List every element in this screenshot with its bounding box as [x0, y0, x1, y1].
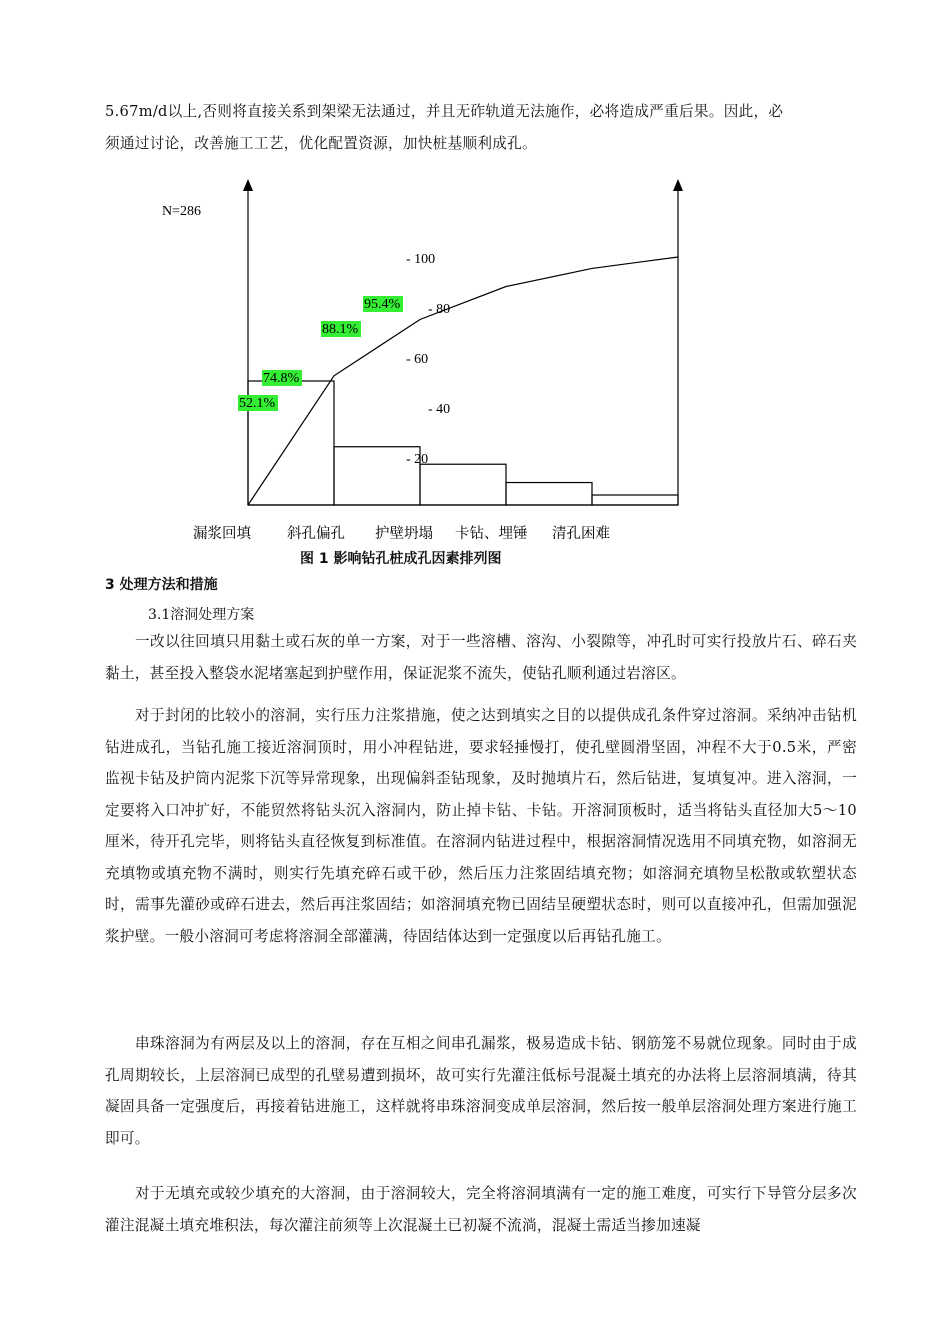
percent-label-4: 95.4% [364, 297, 401, 312]
percent-label-1: 52.1% [239, 396, 276, 411]
paragraph-2: 对于封闭的比较小的溶洞，实行压力注浆措施，使之达到填实之目的以提供成孔条件穿过溶洞。采纳冲击钻机钻进成孔，当钻孔施工接近溶洞顶时，用小冲程钻进，要求轻捶慢打，使孔壁圆滑坚固，冲程不大于0.5米，严密监视卡钻及护筒内泥浆下沉等异常现象，出现偏斜歪钻现象，及时抛填片石，然后钻进，复填复冲。进入溶洞，一定要将入口冲扩好，不能贸然将钻头沉入溶洞内，防止掉卡钻、卡钻。开溶洞顶板时，适当将钻头直径加大5～10厘米，待开孔完毕，则将钻头直径恢复到标准值。在溶洞内钻进过程中，根据溶洞情况选用不同填充物，如溶洞无充填物或填充物不满时，则实行先填充碎石或干砂，然后压力注浆固结填充物；如溶洞充填物呈松散或软塑状态时，需事先灌砂或碎石进去，然后再注浆固结；如溶洞填充物已固结呈硬塑状态时，则可以直接冲孔，但需加强泥浆护壁。一般小溶洞可考虑将溶洞全部灌满，待固结体达到一定强度以后再钻孔施工。 [105, 707, 857, 945]
intro-line-2: 须通过讨论，改善施工工艺，优化配置资源，加快桩基顺利成孔。 [105, 134, 537, 152]
right-tick-100: - 100 [406, 252, 436, 267]
percent-label-2: 74.8% [263, 371, 300, 386]
left-axis-arrow [243, 179, 253, 191]
right-tick-40: - 40 [428, 402, 451, 417]
right-axis-arrow [673, 179, 683, 191]
intro-paragraph [105, 96, 857, 159]
percent-label-3: 88.1% [322, 322, 359, 337]
bars-group [248, 381, 678, 505]
pareto-chart [150, 175, 710, 545]
percent-labels-group [238, 296, 403, 411]
right-tick-20: - 20 [406, 452, 429, 467]
paragraph-4: 对于无填充或较少填充的大溶洞，由于溶洞较大，完全将溶洞填满有一定的施工难度，可实行下导管分层多次灌注混凝土填充堆积法，每次灌注前须等上次混凝土已初凝不流淌，混凝土需适当掺加速凝 [105, 1185, 857, 1234]
intro-line-1: 5.67m/d以上,否则将直接关系到架梁无法通过，并且无砟轨道无法施作，必将造成严重后果。因此，必 [105, 103, 784, 120]
subsection-3-1-heading: 3.1溶洞处理方案 [148, 607, 255, 623]
category-label-3: 护壁坍塌 [375, 526, 433, 542]
right-ticks-group [406, 252, 450, 467]
bar-5 [592, 495, 678, 505]
category-label-5: 清孔困难 [552, 526, 610, 542]
figure-caption: 图 1 影响钻孔桩成孔因素排列图 [300, 551, 502, 567]
paragraph-1: 一改以往回填只用黏土或石灰的单一方案，对于一些溶槽、溶沟、小裂隙等，冲孔时可实行投放片石、碎石夹黏土，甚至投入整袋水泥堵塞起到护壁作用，保证泥浆不流失，使钻孔顺利通过岩溶区。 [105, 633, 857, 682]
paragraph-3: 串珠溶洞为有两层及以上的溶洞，存在互相之间串孔漏浆，极易造成卡钻、钢筋笼不易就位现象。同时由于成孔周期较长，上层溶洞已成型的孔壁易遭到损坏，故可实行先灌注低标号混凝土填充的办法将上层溶洞填满，待其凝固具备一定强度后，再接着钻进施工，这样就将串珠溶洞变成单层溶洞，然后按一般单层溶洞处理方案进行施工即可。 [105, 1035, 857, 1147]
category-label-2: 斜孔偏孔 [287, 526, 345, 542]
bar-4 [506, 483, 592, 505]
right-tick-60: - 60 [406, 352, 429, 367]
n-label: N=286 [162, 204, 202, 219]
category-label-4: 卡钻、埋锤 [455, 526, 528, 542]
section-3-heading: 3 处理方法和措施 [105, 577, 218, 593]
bar-3 [420, 464, 506, 505]
right-tick-80: - 80 [428, 302, 451, 317]
category-label-1: 漏浆回填 [193, 526, 251, 542]
category-labels-group [193, 524, 610, 542]
